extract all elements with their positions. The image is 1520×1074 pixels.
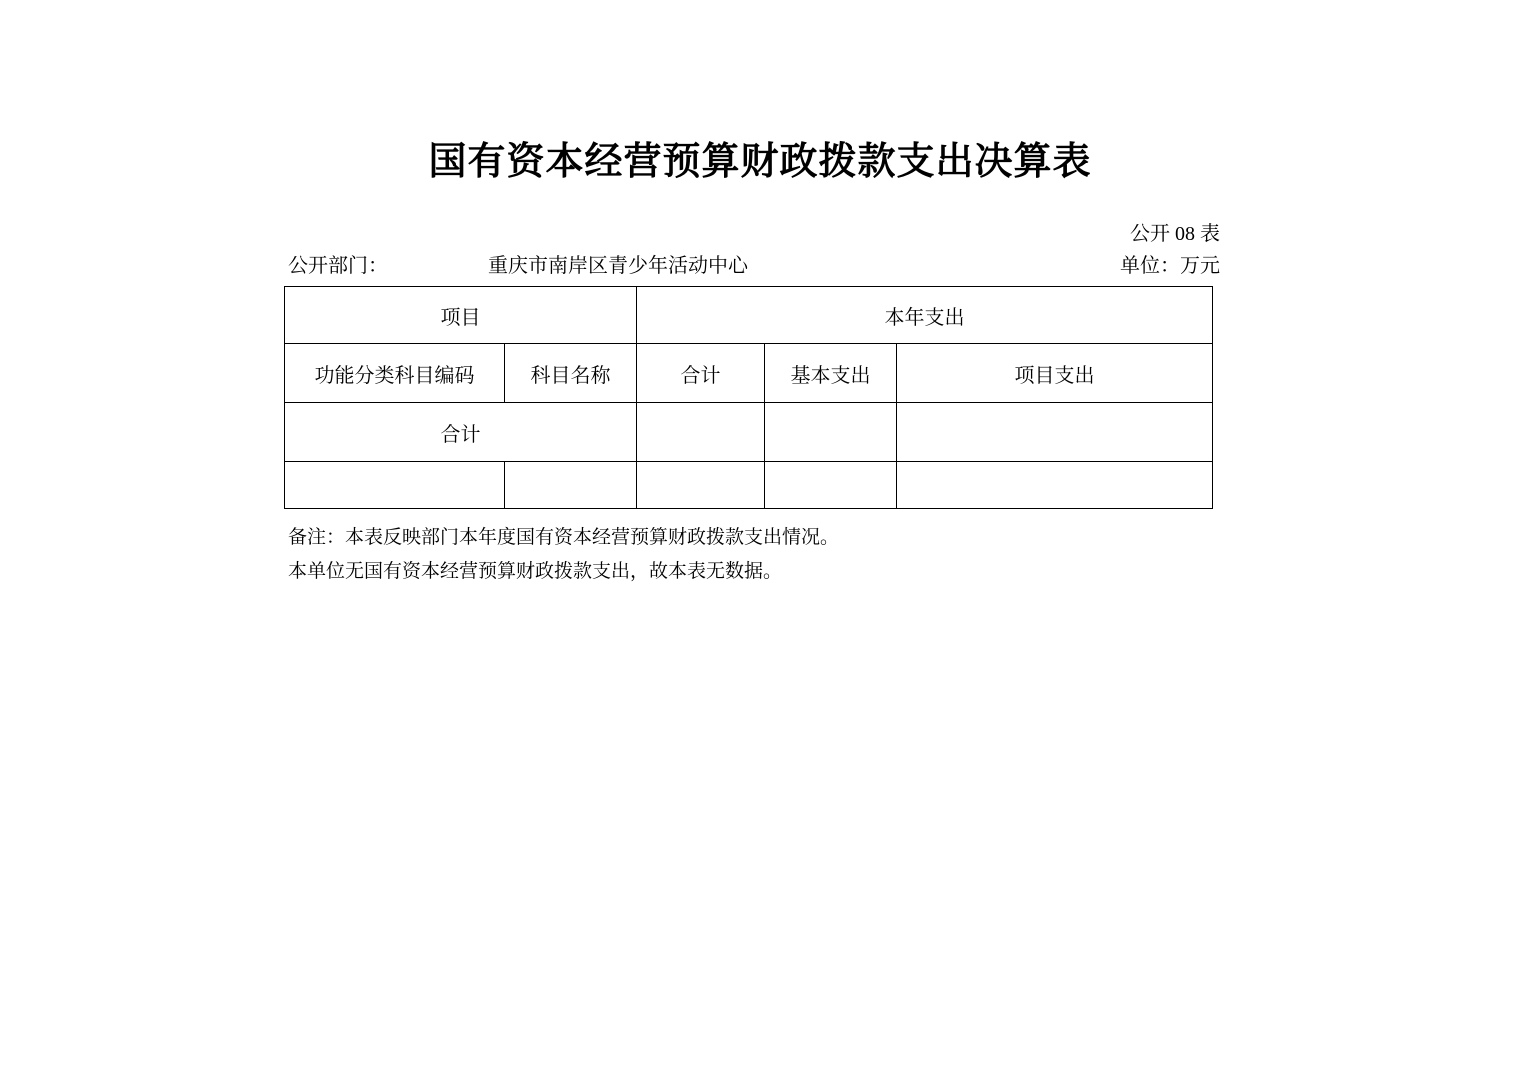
table-row bbox=[285, 462, 1213, 509]
unit-label: 单位：万元 bbox=[1120, 255, 1220, 277]
column-header-name: 科目名称 bbox=[505, 344, 637, 403]
cell-basic bbox=[765, 462, 897, 509]
cell-name bbox=[505, 462, 637, 509]
header-project: 项目 bbox=[285, 287, 637, 344]
note-line-1: 备注：本表反映部门本年度国有资本经营预算财政拨款支出情况。 bbox=[288, 527, 840, 548]
expenditure-table bbox=[284, 286, 1213, 509]
department-label: 公开部门： bbox=[288, 255, 388, 277]
column-header-project: 项目支出 bbox=[897, 344, 1213, 403]
header-current-year-expenditure: 本年支出 bbox=[637, 287, 1213, 344]
department-name: 重庆市南岸区青少年活动中心 bbox=[488, 255, 748, 277]
table-total-row bbox=[285, 403, 1213, 462]
total-row-label: 合计 bbox=[285, 403, 637, 462]
column-header-basic: 基本支出 bbox=[765, 344, 897, 403]
form-number: 公开 08 表 bbox=[1130, 223, 1220, 245]
table-column-header-row bbox=[285, 344, 1213, 403]
cell-total bbox=[637, 462, 765, 509]
total-row-total bbox=[637, 403, 765, 462]
cell-code bbox=[285, 462, 505, 509]
page-title: 国有资本经营预算财政拨款支出决算表 bbox=[428, 141, 1092, 183]
document-meta-row bbox=[0, 252, 1520, 280]
cell-project bbox=[897, 462, 1213, 509]
column-header-code: 功能分类科目编码 bbox=[285, 344, 505, 403]
total-row-project bbox=[897, 403, 1213, 462]
table-header-group-row bbox=[285, 287, 1213, 344]
total-row-basic bbox=[765, 403, 897, 462]
note-line-2: 本单位无国有资本经营预算财政拨款支出，故本表无数据。 bbox=[288, 561, 783, 582]
column-header-total: 合计 bbox=[637, 344, 765, 403]
table-notes bbox=[288, 521, 1520, 589]
